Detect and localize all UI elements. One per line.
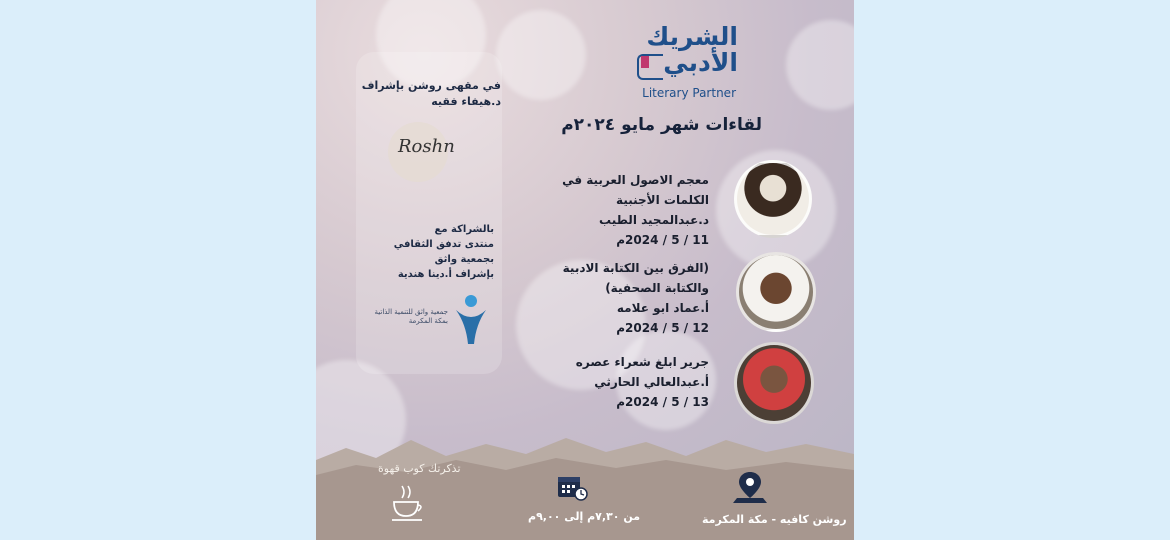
- ticket-text: تذكرتك كوب قهوة: [378, 462, 461, 475]
- partner-line-1: بالشراكة مع: [434, 224, 494, 235]
- association-line-2: بمكة المكرمة: [408, 317, 448, 325]
- roshn-logo-text: Roshn: [398, 136, 455, 157]
- logo-line-1: الشريك: [646, 22, 738, 51]
- coffee-cup-icon: [390, 484, 426, 524]
- talk-date: 13 / 5 / 2024م: [616, 395, 709, 409]
- bokeh-light: [786, 20, 854, 110]
- partner-line-4: بإشراف أ.دينا هندية: [397, 269, 494, 280]
- bookmark-icon: [641, 56, 649, 68]
- talk-date: 12 / 5 / 2024م: [616, 321, 709, 335]
- talk-date: 11 / 5 / 2024م: [616, 233, 709, 247]
- wathiq-emblem-icon: [454, 294, 488, 346]
- bokeh-light: [496, 10, 586, 100]
- talk-title-line-1: معجم الاصول العربية في: [562, 173, 709, 187]
- speaker-photo-3: [734, 342, 814, 424]
- talk-title-line-1: جرير ابلغ شعراء عصره: [575, 355, 709, 369]
- talk-item-1: [562, 170, 709, 250]
- brand-logo-english: Literary Partner: [642, 86, 736, 100]
- talk-title-line-2: والكتابة الصحفية): [605, 281, 709, 295]
- speaker-photo-2: [736, 252, 816, 332]
- talk-title-line-2: الكلمات الأجنبية: [616, 193, 709, 207]
- association-line-1: جمعية واثق للتنمية الذاتية: [374, 308, 448, 316]
- talk-title-line-1: (الفرق بين الكتابة الادبية: [562, 261, 709, 275]
- talk-speaker: د.عبدالمجيد الطيب: [599, 213, 709, 227]
- wathiq-association-logo: [368, 294, 488, 350]
- map-pin-icon: [733, 470, 767, 504]
- partner-line-3: بجمعية واثق: [434, 254, 494, 265]
- event-poster: [316, 0, 854, 540]
- talk-speaker: أ.عماد ابو علامه: [616, 301, 709, 315]
- talk-item-2: [563, 258, 709, 338]
- talk-item-3: [576, 352, 709, 412]
- calendar-clock-icon: [556, 473, 588, 503]
- roshn-cafe-logo: [388, 122, 455, 182]
- location-text: روشن كافيه - مكة المكرمة: [702, 513, 847, 526]
- talk-speaker: أ.عبدالعالي الحارثي: [594, 375, 709, 389]
- cafe-info: [362, 78, 501, 110]
- page-title: لقاءات شهر مايو ٢٠٢٤م: [561, 115, 762, 135]
- cafe-line-2: د.هيفاء فقيه: [431, 95, 501, 108]
- cafe-line-1: في مقهى روشن بإشراف: [361, 79, 501, 92]
- logo-line-2: الأدبي: [663, 48, 738, 77]
- speaker-photo-1: [734, 160, 812, 238]
- partnership-info: [394, 222, 494, 282]
- partner-line-2: منتدى تدفق الثقافي: [393, 239, 494, 250]
- time-text: من ٧,٣٠م إلى ٩,٠٠م: [528, 510, 641, 523]
